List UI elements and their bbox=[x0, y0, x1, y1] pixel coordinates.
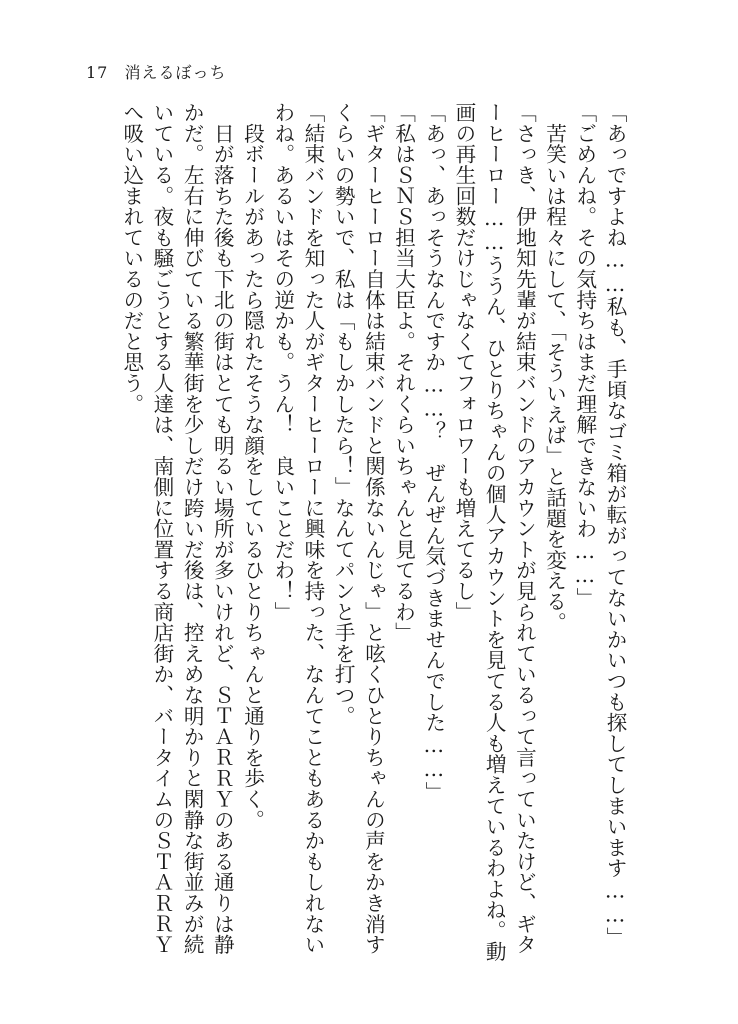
text-line: 「結束バンドを知った人がギターヒーローに興味を持った、なんてこともあるかもしれない bbox=[300, 102, 325, 955]
text-line: 日が落ちた後も下北の街はとても明るい場所が多いけれど、ＳＴＡＲＲＹのある通りは静 bbox=[210, 102, 235, 955]
running-header bbox=[86, 60, 226, 83]
chapter-title: 消えるぼっち bbox=[124, 63, 227, 82]
text-line: 「ギターヒーロー自体は結束バンドと関係ないんじゃ」と呟くひとりちゃんの声をかき消す bbox=[361, 102, 386, 955]
text-line: 「あっですよね……私も、手頃なゴミ箱が転がってないかいつも探してしまいます……」 bbox=[603, 102, 627, 948]
text-line: くらいの勢いで、私は「もしかしたら！」なんてパンと手を打つ。 bbox=[331, 102, 356, 726]
text-line: 段ボールがあったら隠れたそうな顔をしているひとりちゃんと通りを歩く。 bbox=[240, 102, 265, 830]
text-line: ーヒーロー……ううん、ひとりちゃんの個人アカウントを見てる人も増えているわよね。動 bbox=[482, 102, 507, 962]
text-line: かだ。左右に伸びている繁華街を少しだけ跨いだ後は、控えめな明かりと閑静な街並みが続 bbox=[180, 102, 205, 955]
page-number: 17 bbox=[86, 63, 109, 82]
text-line: 「私はＳＮＳ担当大臣よ。それくらいちゃんと見てるわ」 bbox=[391, 102, 416, 643]
text-line: 「あっ、あっそうなんですか……？ ぜんぜん気づきませんでした……」 bbox=[421, 102, 446, 802]
text-line: 画の再生回数だけじゃなくてフォロワーも増えてるし」 bbox=[451, 102, 476, 622]
text-line: へ吸い込まれているのだと思う。 bbox=[119, 102, 144, 414]
body-text bbox=[117, 102, 630, 962]
text-line: わね。あるいはその逆かも。うん！ 良いことだわ！」 bbox=[270, 102, 295, 622]
text-line: いている。夜も騒ごうとする人達は、南側に位置する商店街か、バータイムのＳＴＡＲＲＹ bbox=[149, 102, 174, 955]
text-line: 「ごめんね。その気持ちはまだ理解できないわ……」 bbox=[572, 102, 597, 608]
text-line: 苦笑いは程々にして、「そういえば」と話題を変える。 bbox=[542, 102, 567, 633]
text-line: 「さっき、伊地知先輩が結束バンドのアカウントが見られているって言っていたけど、ギタ bbox=[512, 102, 537, 955]
